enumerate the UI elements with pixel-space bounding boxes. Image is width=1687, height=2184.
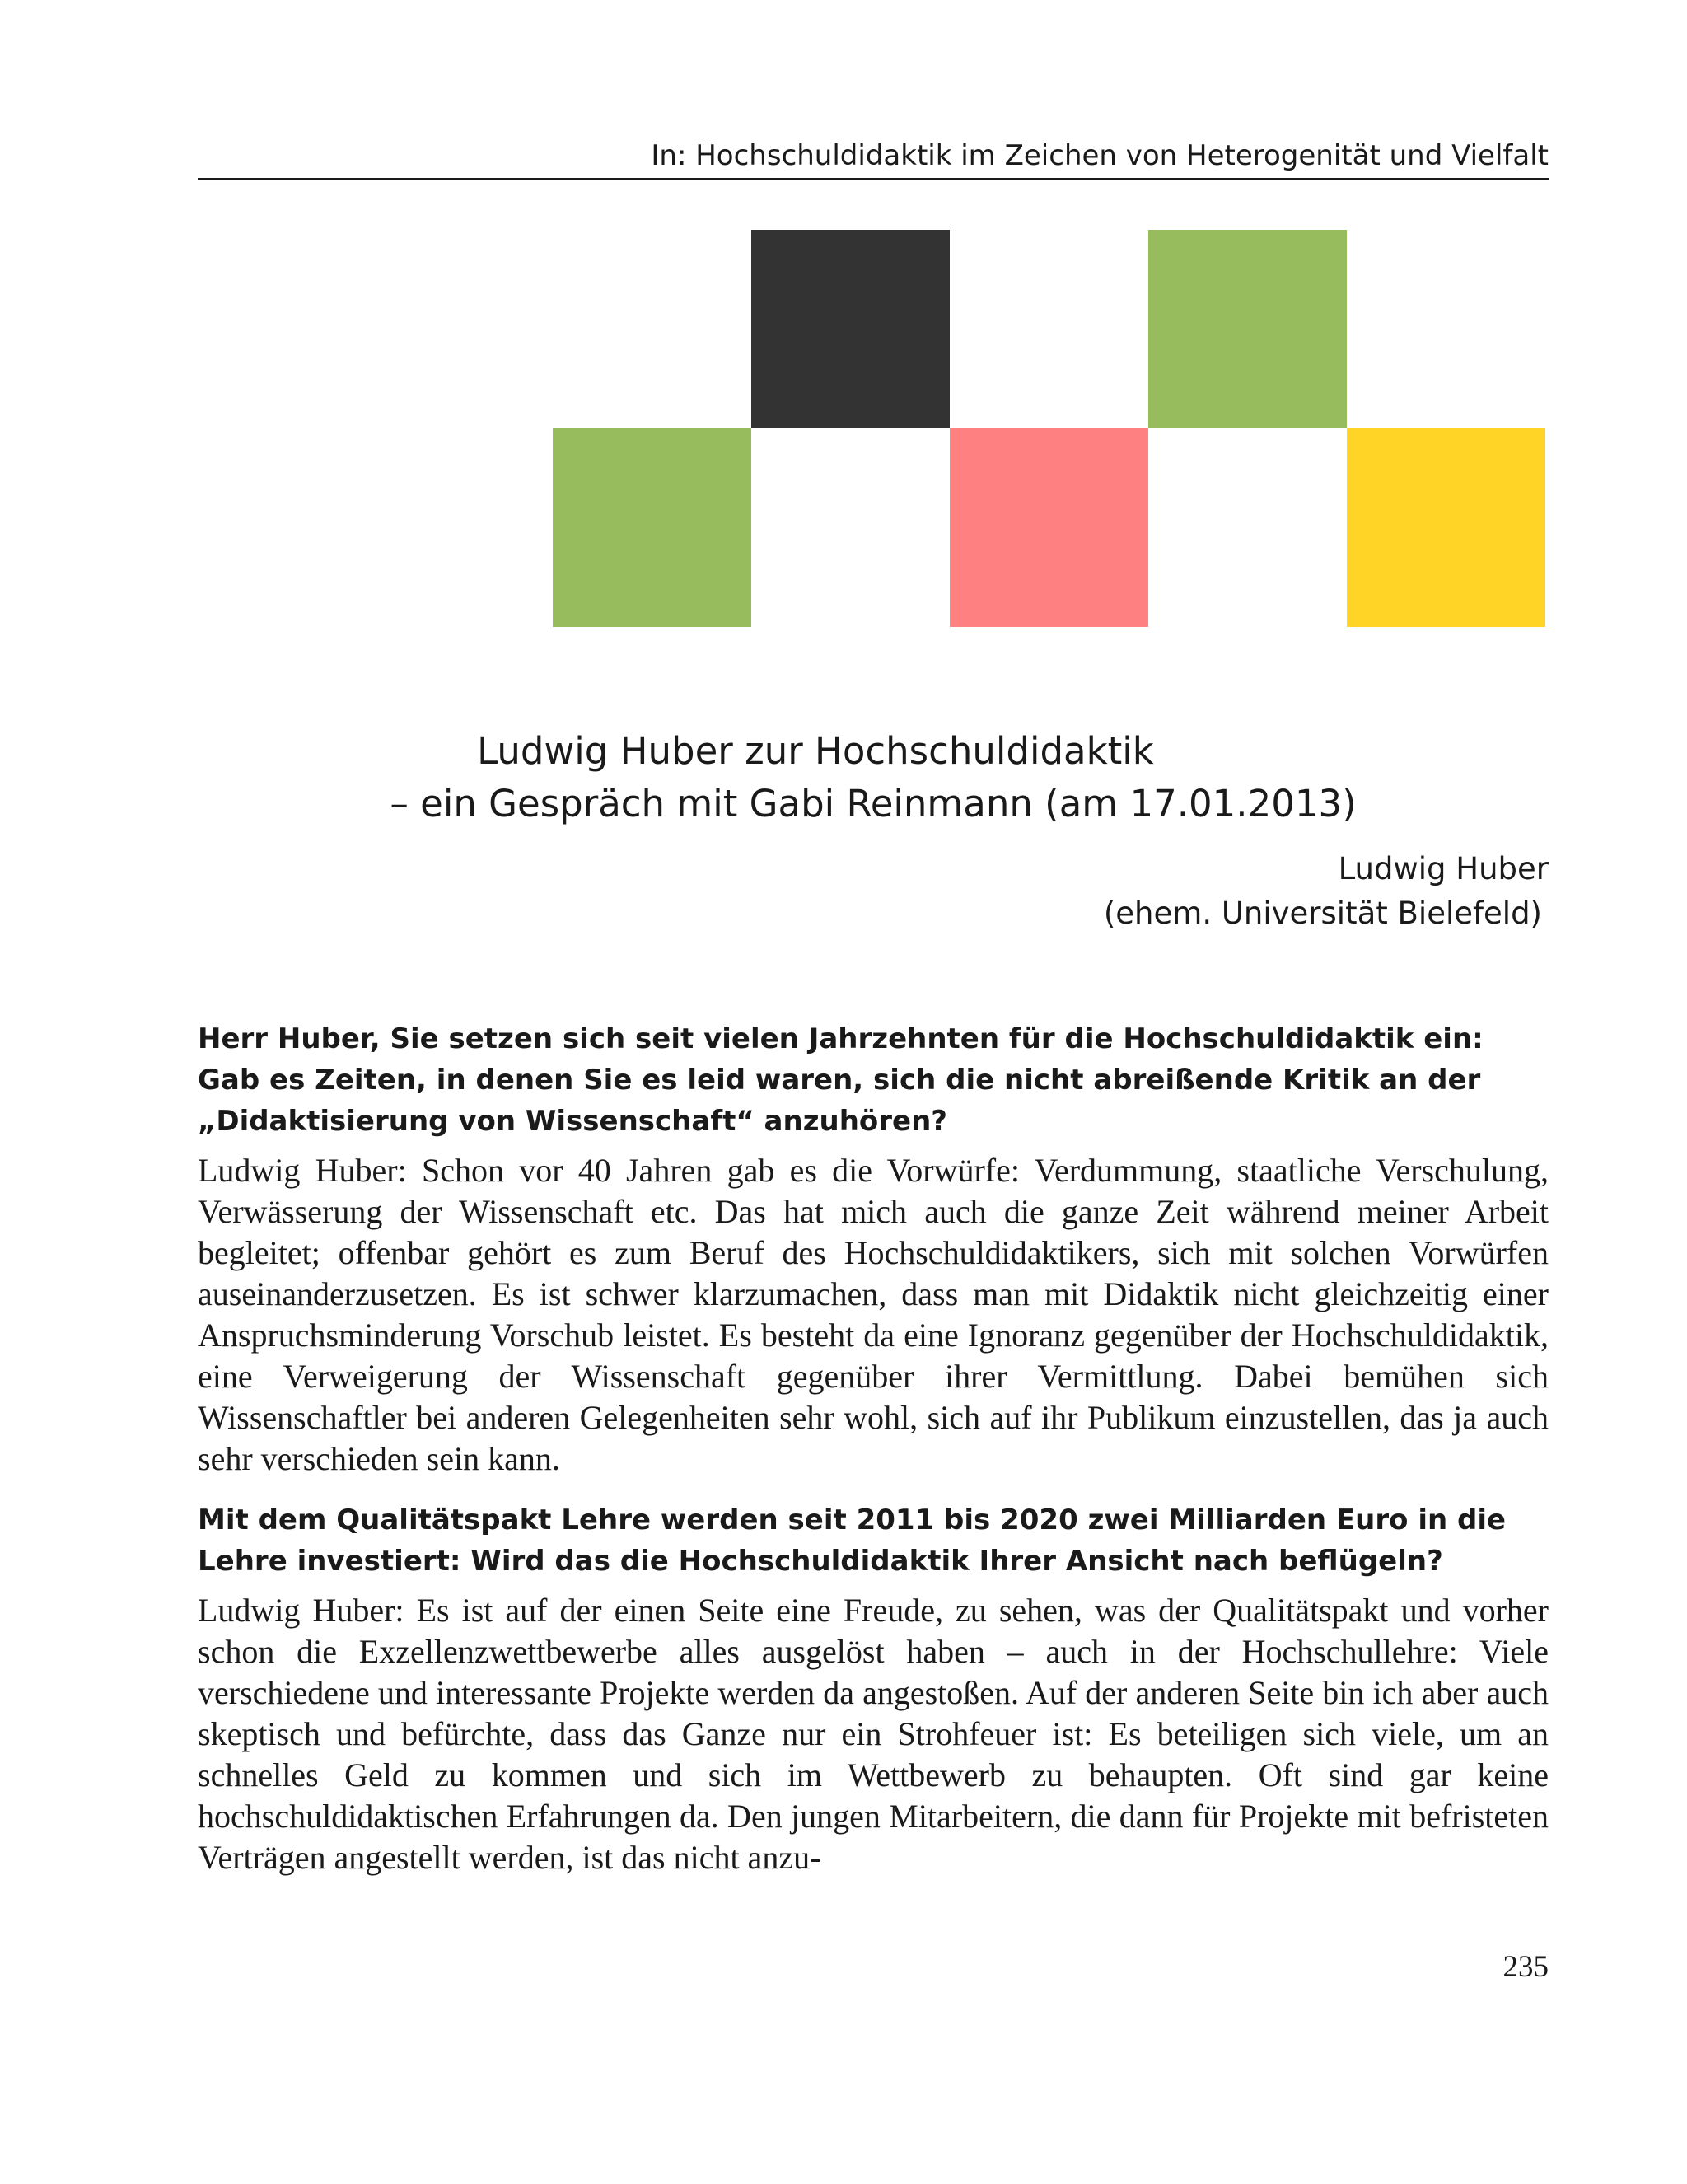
running-header: In: Hochschuldidaktik im Zeichen von Heterogenität und Vielfalt xyxy=(198,138,1549,180)
logo-block-pink xyxy=(950,428,1148,627)
article-title xyxy=(198,725,1549,830)
interview-body xyxy=(198,1018,1549,1898)
author-block xyxy=(1104,847,1549,936)
logo-block-yellow xyxy=(1347,428,1545,627)
logo-block-green-top xyxy=(1148,230,1347,428)
interview-question-2: Mit dem Qualitätspakt Lehre werden seit 2011 bis 2020 zwei Milliarden Euro in die Lehre investiert: Wird das die Hochschuldidaktik Ihrer Ansicht nach beflügeln? xyxy=(198,1504,1507,1578)
article-title-line-2: – ein Gespräch mit Gabi Reinmann (am 17.01.2013) xyxy=(390,782,1357,825)
article-title-line-1: Ludwig Huber zur Hochschuldidaktik xyxy=(477,729,1154,773)
author-name: Ludwig Huber xyxy=(1338,851,1549,886)
interview-answer-1: Ludwig Huber: Schon vor 40 Jahren gab es die Vorwürfe: Verdummung, staatliche Verschulung, Verwässerung der Wissenschaft etc. Das hat mich auch die ganze Zeit während meiner Arbeit begleitet; offenbar gehört es zum Beruf des Hochschuldidaktikers, sich mit solchen Vorwürfen auseinanderzusetzen. Es ist schwer klarzumachen, dass man mit Didaktik nicht gleichzeitig einer Anspruchsminderung Vorschub leistet. Es besteht da eine Ignoranz gegenüber der Hochschuldidaktik, eine Verweigerung der Wissenschaft gegenüber ihrer Vermittlung. Dabei bemühen sich Wissenschaftler bei anderen Gelegenheiten sehr wohl, sich auf ihr Publikum einzustellen, das ja auch sehr verschieden sein kann. xyxy=(198,1152,1549,1477)
interview-answer-2: Ludwig Huber: Es ist auf der einen Seite eine Freude, zu sehen, was der Qualitätspakt und vorher schon die Exzellenzwettbewerbe alles ausgelöst haben – auch in der Hochschullehre: Viele verschiedene und interessante Projekte werden da angestoßen. Auf der anderen Seite bin ich aber auch skeptisch und befürchte, dass das Ganze nur ein Strohfeuer ist: Es beteiligen sich viele, um an schnelles Geld zu kommen und sich im Wettbewerb zu behaupten. Oft sind gar keine hochschuldidaktischen Erfahrungen da. Den jungen Mitarbeitern, die dann für Projekte mit befristeten Verträgen angestellt werden, ist das nicht anzu- xyxy=(198,1592,1549,1876)
page-number: 235 xyxy=(1502,1950,1549,1984)
interview-question-1: Herr Huber, Sie setzen sich seit vielen Jahrzehnten für die Hochschuldidaktik ein: Gab es Zeiten, in denen Sie es leid waren, sich die nicht abreißende Kritik an der „Didaktisierung von Wissenschaft“ anzuhören? xyxy=(198,1022,1484,1138)
author-affiliation: (ehem. Universität Bielefeld) xyxy=(1103,896,1542,931)
logo-block-green-bottom xyxy=(553,428,751,627)
logo-block-dark xyxy=(751,230,950,428)
